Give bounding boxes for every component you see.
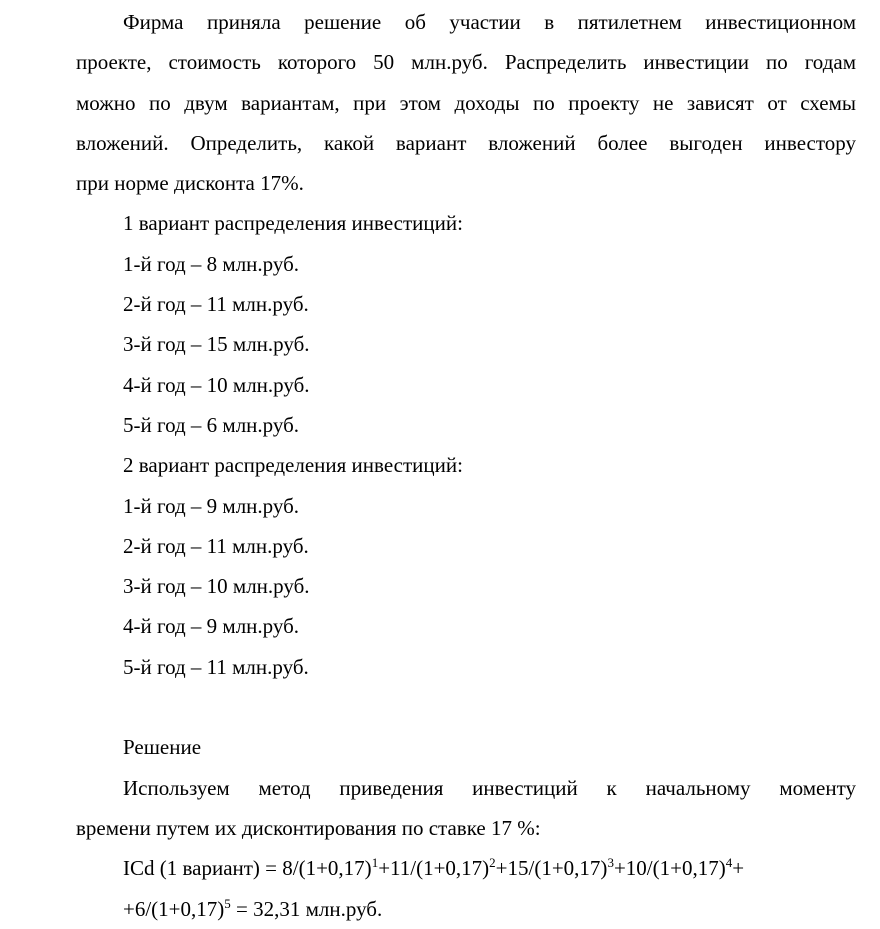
variant2-year-5: 5-й год – 11 млн.руб. bbox=[123, 654, 309, 679]
variant1-heading: 1 вариант распределения инвестиций: bbox=[123, 211, 463, 236]
variant1-year-5: 5-й год – 6 млн.руб. bbox=[123, 412, 300, 437]
formula-exponent-3: 3 bbox=[607, 855, 614, 871]
variant1-year-1: 1-й год – 8 млн.руб. bbox=[123, 251, 300, 276]
variant2-year-2: 2-й год – 11 млн.руб. bbox=[123, 533, 309, 558]
problem-line-2: проекте, стоимость которого 50 млн.руб. Распределить инвестиции по годам bbox=[76, 50, 856, 75]
variant1-year-3: 3-й год – 15 млн.руб. bbox=[123, 332, 310, 357]
formula-exponent-2: 2 bbox=[489, 855, 496, 871]
formula-exponent-4: 4 bbox=[725, 855, 733, 871]
problem-line-4: вложений. Определить, какой вариант вложений более выгоден инвестору bbox=[76, 130, 856, 155]
variant2-year-3: 3-й год – 10 млн.руб. bbox=[123, 574, 310, 599]
formula-continuation-plus: + bbox=[732, 856, 745, 881]
formula-term-5: +6/(1+0,17) bbox=[123, 896, 225, 921]
solution-method-line-2: времени путем их дисконтирования по ставке 17 %: bbox=[76, 815, 541, 840]
formula-exponent-1: 1 bbox=[371, 855, 379, 871]
problem-line-5: при норме дисконта 17%. bbox=[76, 171, 304, 196]
problem-line-3: можно по двум вариантам, при этом доходы по проекту не зависят от схемы bbox=[76, 90, 856, 115]
formula-term-1: 8/(1+0,17) bbox=[282, 856, 372, 881]
variant2-year-4: 4-й год – 9 млн.руб. bbox=[123, 614, 300, 639]
formula-label: ICd (1 вариант) = bbox=[123, 856, 283, 881]
formula-line-1 bbox=[76, 848, 856, 888]
formula-result: = 32,31 млн.руб. bbox=[230, 896, 383, 921]
variant2-heading: 2 вариант распределения инвестиций: bbox=[123, 453, 463, 478]
variant1-year-2: 2-й год – 11 млн.руб. bbox=[123, 292, 309, 317]
problem-line-1: Фирма приняла решение об участии в пятилетнем инвестиционном bbox=[123, 10, 856, 34]
variant2-year-1: 1-й год – 9 млн.руб. bbox=[123, 493, 300, 518]
variant1-year-4: 4-й год – 10 млн.руб. bbox=[123, 372, 310, 397]
blank-line bbox=[76, 687, 856, 727]
formula-term-2: +11/(1+0,17) bbox=[378, 856, 490, 881]
solution-heading: Решение bbox=[123, 735, 202, 760]
formula-exponent-5: 5 bbox=[224, 895, 231, 911]
solution-method-line-1: Используем метод приведения инвестиций к начальному моменту bbox=[123, 775, 856, 800]
formula-line-2 bbox=[76, 889, 856, 929]
formula-term-3: +15/(1+0,17) bbox=[495, 856, 608, 881]
formula-term-4: +10/(1+0,17) bbox=[613, 856, 726, 881]
